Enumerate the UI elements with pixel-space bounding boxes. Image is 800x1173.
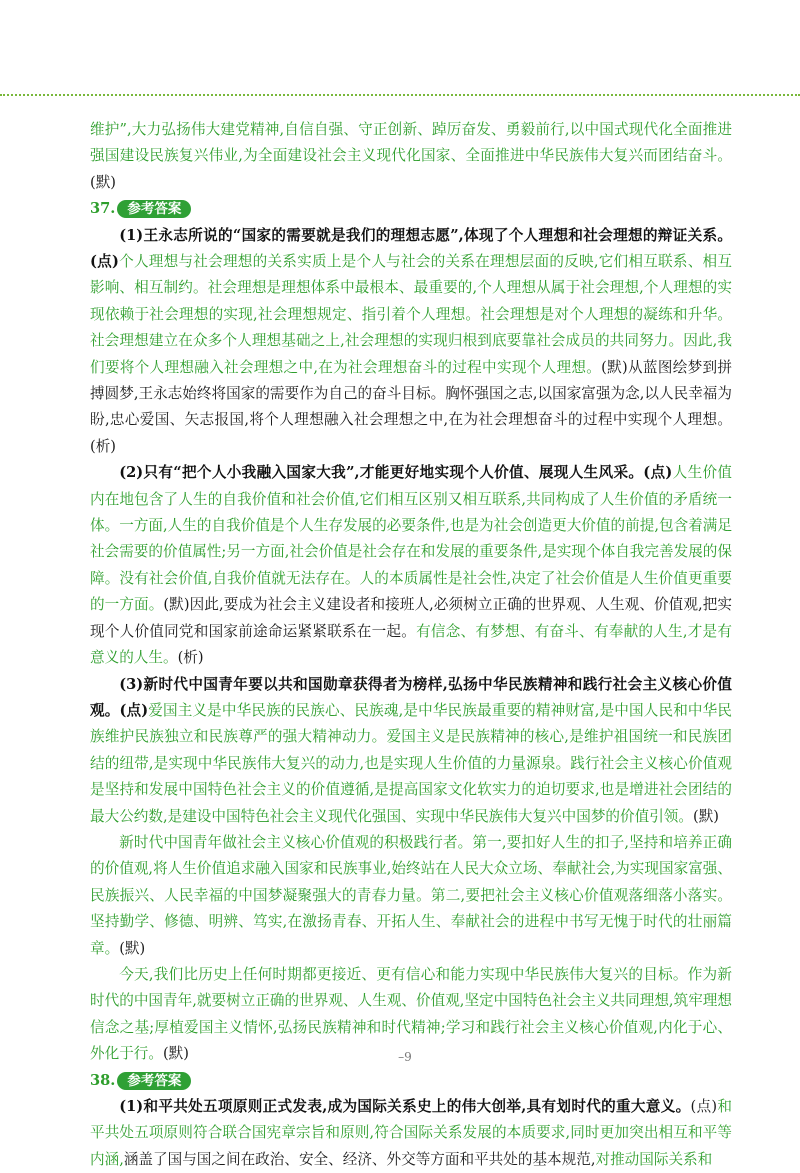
q38-part1-point-text-2: 对推动国际关系和 bbox=[595, 1150, 713, 1168]
q37-part3-heading: (3)新时代中国青年要以共和国勋章获得者为榜样,弘扬中华民族精神和践行社会主义核心价值观。 bbox=[90, 675, 732, 719]
q38-part1-analysis: 涵盖了国与国之间在政治、安全、经济、外交等方面和平共处的基本规范, bbox=[123, 1150, 596, 1168]
q37-part2-analysis-green: 有信念、有梦想、有奋斗、有奉献的人生,才是有意义的人生。 bbox=[90, 622, 732, 667]
intro-text: 维护”,大力弘扬伟大建党精神,自信自强、守正创新、踔厉奋发、勇毅前行,以中国式现代化全面推进强国建设民族复兴伟业,为全面建设社会主义现代化国家、全面推进中华民族伟大复兴而团结奋斗。 bbox=[90, 121, 732, 165]
q37-part1-xi-tag: (析) bbox=[90, 437, 116, 455]
q37-part3-point-text: 爱国主义是中华民族的民族心、民族魂,是中华民族最重要的精神财富,是中国人民和中华民族维护民族独立和民族尊严的强大精神动力。爱国主义是民族精神的核心,是维护祖国统一和民族团结的纽带,是实现中华民族伟大复兴的动力,也是实现人生价值的力量源泉。践行社会主义核心价值观是坚持和发展中国特色社会主义的价值遵循,是提高国家文化软实力的迫切要求,也是增进社会团结的最大公约数,是建设中国特色社会主义现代化强国、实现中华民族伟大复兴中国梦的价值引领。 bbox=[90, 701, 732, 825]
q37-part2-mo-tag: (默) bbox=[163, 596, 190, 614]
q38-part1-point-text: 和平共处五项原则符合联合国宪章宗旨和原则,符合国际关系发展的本质要求,同时更加突出相互和平等内涵, bbox=[90, 1098, 732, 1168]
q37-number: 37. bbox=[90, 200, 116, 218]
q38-header bbox=[90, 1068, 732, 1094]
q38-part1-point-tag: (点) bbox=[690, 1098, 718, 1115]
q37-part2-analysis: 因此,要成为社会主义建设者和接班人,必须树立正确的世界观、人生观、价值观,把实现个人价值同党和国家前途命运紧紧联系在一起。 bbox=[90, 596, 733, 640]
q37-part2-point-tag: (点) bbox=[643, 464, 673, 482]
q37-part4 bbox=[90, 830, 732, 962]
q37-part3 bbox=[90, 672, 732, 830]
top-dotted-rule bbox=[0, 94, 800, 96]
q37-part1-point-text: 个人理想与社会理想的关系实质上是个人与社会的关系在理想层面的反映,它们相互联系、相互影响、相互制约。社会理想是理想体系中最根本、最重要的,个人理想从属于社会理想,个人理想的实现依赖于社会理想的实现,社会理想规定、指引着个人理想。社会理想是对个人理想的凝练和升华。社会理想建立在众多个人理想基础之上,社会理想的实现归根到底要靠社会成员的共同努力。因此,我们要将个人理想融入社会理想之中,在为社会理想奋斗的过程中实现个人理想。 bbox=[90, 253, 732, 376]
intro-mo-tag: (默) bbox=[90, 173, 116, 191]
q37-part2 bbox=[90, 460, 732, 671]
q37-part3-mo-tag: (默) bbox=[693, 807, 719, 825]
q37-part4-mo-tag: (默) bbox=[119, 939, 146, 957]
q37-part2-point-text: 人生价值内在地包含了人生的自我价值和社会价值,它们相互区别又相互联系,共同构成了人生价值的矛盾统一体。一方面,人生的自我价值是个人生存发展的必要条件,也是为社会创造更大价值的前提,包含着满足社会需要的价值属性;另一方面,社会价值是社会存在和发展的重要条件,是实现个体自我完善发展的保障。没有社会价值,自我价值就无法存在。人的本质属性是社会性,决定了社会价值是人生价值更重要的一方面。 bbox=[90, 464, 732, 614]
q38-part1-heading: (1)和平共处五项原则正式发表,成为国际关系史上的伟大创举,具有划时代的重大意义。 bbox=[119, 1098, 691, 1115]
q37-part5-text: 今天,我们比历史上任何时期都更接近、更有信心和能力实现中华民族伟大复兴的目标。作为新时代的中国青年,就要树立正确的世界观、人生观、价值观,坚定中国特色社会主义共同理想,筑牢理想信念之基;厚植爱国主义情怀,弘扬民族精神和时代精神;学习和践行社会主义核心价值观,内化于心、外化于行。 bbox=[90, 965, 732, 1063]
q37-part3-point-tag: (点) bbox=[119, 701, 149, 719]
q37-part1-mo-tag: (默) bbox=[601, 358, 628, 376]
q37-part1-point-tag: (点) bbox=[90, 253, 119, 271]
q37-part1-analysis: 从蓝图绘梦到拼搏圆梦,王永志始终将国家的需要作为自己的奋斗目标。胸怀强国之志,以国家富强为念,以人民幸福为盼,忠心爱国、矢志报国,将个人理想融入社会理想之中,在为社会理想奋斗的过程中实现个人理想。 bbox=[90, 358, 732, 429]
q37-part2-heading: (2)只有“把个人小我融入国家大我”,才能更好地实现个人价值、展现人生风采。 bbox=[119, 464, 644, 482]
q37-header bbox=[90, 196, 732, 222]
page-number: –9 bbox=[398, 1050, 412, 1064]
q38-answer-badge: 参考答案 bbox=[117, 1072, 191, 1090]
answer-content bbox=[90, 117, 732, 1173]
q37-part5-mo-tag: (默) bbox=[162, 1045, 189, 1063]
q37-part1-heading: (1)王永志所说的“国家的需要就是我们的理想志愿”,体现了个人理想和社会理想的辩证关系。 bbox=[119, 226, 732, 244]
q37-answer-badge: 参考答案 bbox=[117, 200, 191, 218]
q37-part1 bbox=[90, 223, 732, 461]
q38-number: 38. bbox=[90, 1071, 116, 1089]
intro-paragraph bbox=[90, 117, 732, 196]
q37-part2-xi-tag: (析) bbox=[177, 649, 204, 667]
q37-part4-text: 新时代中国青年做社会主义核心价值观的积极践行者。第一,要扣好人生的扣子,坚持和培养正确的价值观,将人生价值追求融入国家和民族事业,始终站在人民大众立场、奉献社会,为实现国家富强、民族振兴、人民幸福的中国梦凝聚强大的青春力量。第二,要把社会主义核心价值观落细落小落实。坚持勤学、修德、明辨、笃实,在激扬青春、开拓人生、奉献社会的进程中书写无愧于时代的壮丽篇章。 bbox=[90, 833, 732, 957]
q38-part1 bbox=[90, 1094, 732, 1173]
